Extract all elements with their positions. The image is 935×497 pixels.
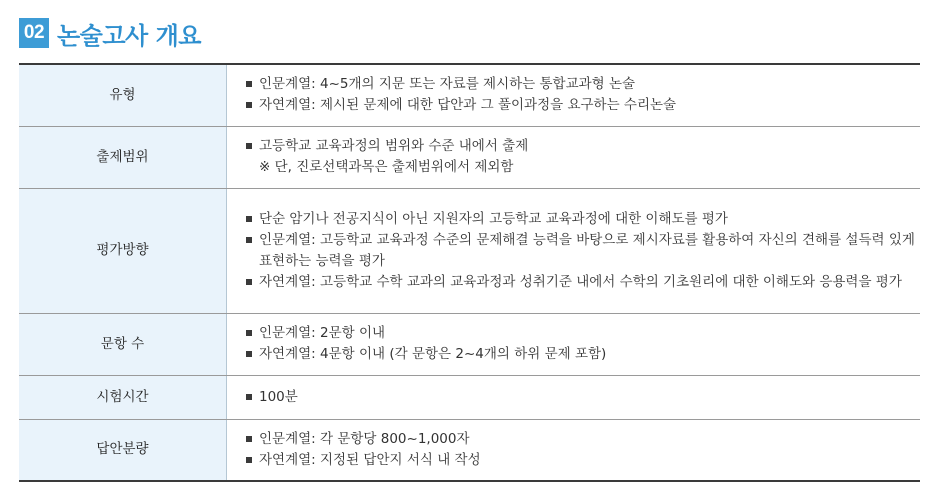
bullet-list: [245, 136, 920, 157]
row-label: 유형: [19, 64, 227, 126]
row-label: 평가방향: [19, 188, 227, 313]
row-label: 출제범위: [19, 126, 227, 188]
bullet-item: 자연계열: 고등학교 수학 교과의 교육과정과 성취기준 내에서 수학의 기초원리에 대한 이해도와 응용력을 평가: [245, 272, 920, 293]
table-row-answer-length: [19, 419, 920, 481]
row-content: [227, 419, 921, 481]
row-content: [227, 313, 921, 375]
bullet-list: [245, 74, 920, 116]
table-row-type: [19, 64, 920, 126]
section-title: 논술고사 개요: [57, 21, 201, 50]
bullet-item: 고등학교 교육과정의 범위와 수준 내에서 출제: [245, 136, 920, 157]
bullet-item: 자연계열: 지정된 답안지 서식 내 작성: [245, 450, 920, 471]
overview-table: [19, 63, 920, 482]
bullet-item: 인문계열: 각 문항당 800~1,000자: [245, 429, 920, 450]
bullet-list: [245, 429, 920, 471]
table-row-evaluation: [19, 188, 920, 313]
row-content: [227, 188, 921, 313]
row-label: 시험시간: [19, 375, 227, 419]
bullet-list: [245, 323, 920, 365]
section-header: [19, 17, 201, 49]
bullet-item: 자연계열: 제시된 문제에 대한 답안과 그 풀이과정을 요구하는 수리논술: [245, 95, 920, 116]
bullet-item: 인문계열: 고등학교 교육과정 수준의 문제해결 능력을 바탕으로 제시자료를 활용하여 자신의 견해를 설득력 있게 표현하는 능력을 평가: [245, 230, 920, 272]
bullet-item: 인문계열: 2문항 이내: [245, 323, 920, 344]
table-row-exam-time: [19, 375, 920, 419]
table-row-question-count: [19, 313, 920, 375]
bullet-item: 자연계열: 4문항 이내 (각 문항은 2~4개의 하위 문제 포함): [245, 344, 920, 365]
bullet-item: 100분: [245, 387, 920, 408]
table-row-scope: [19, 126, 920, 188]
bullet-list: [245, 209, 920, 293]
bullet-item: 단순 암기나 전공지식이 아닌 지원자의 고등학교 교육과정에 대한 이해도를 평가: [245, 209, 920, 230]
bullet-item: 인문계열: 4~5개의 지문 또는 자료를 제시하는 통합교과형 논술: [245, 74, 920, 95]
note-text: ※ 단, 진로선택과목은 출제범위에서 제외함: [259, 159, 514, 175]
row-content: [227, 126, 921, 188]
bullet-list: [245, 387, 920, 408]
section-number-badge: 02: [19, 18, 49, 48]
row-content: [227, 64, 921, 126]
row-content: [227, 375, 921, 419]
row-label: 문항 수: [19, 313, 227, 375]
row-label: 답안분량: [19, 419, 227, 481]
